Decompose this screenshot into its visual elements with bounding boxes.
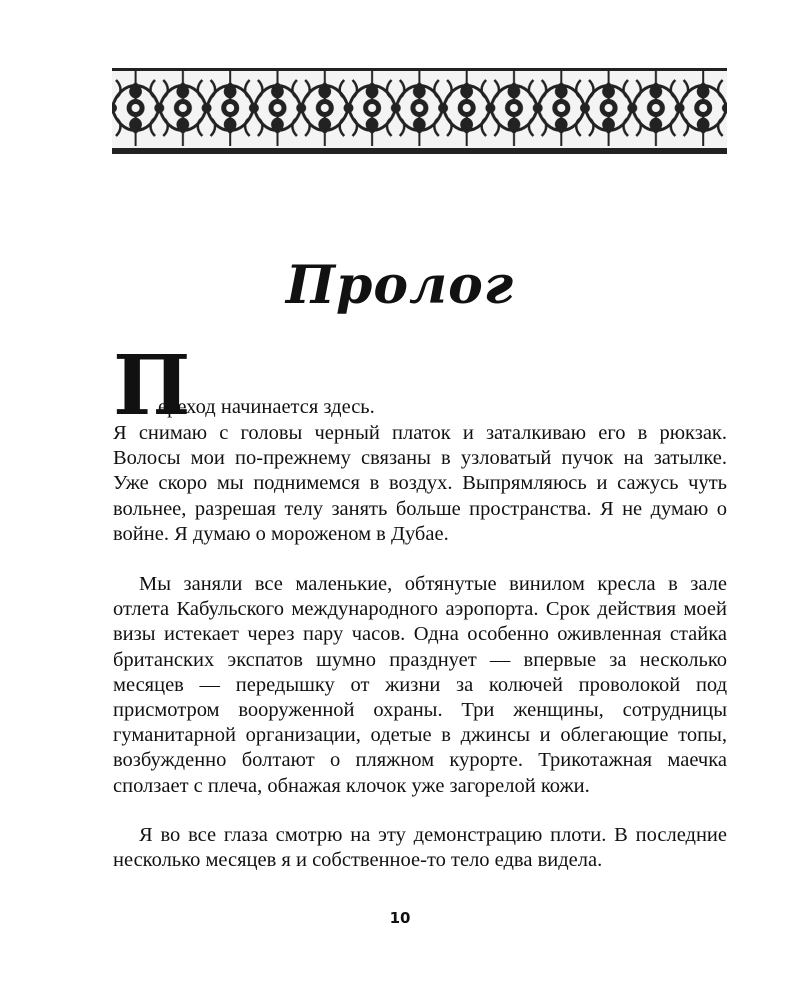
page-number: 10 (389, 909, 411, 927)
drop-cap: П (113, 338, 191, 434)
paragraph: Я снимаю с головы черный платок и заталкиваю его в рюкзак. Волосы мои по-прежнему связаны в узловатый пучок на затылке. Уже скоро мы поднимемся в воздух. Выпрямляюсь и сажусь чуть вольнее, разрешая телу занять больше пространства. Я не думаю о войне. Я думаю о мороженом в Дубае. (113, 422, 727, 545)
opening-line: ереход начинается здесь. (158, 396, 375, 418)
floral-border-ornament-icon (112, 68, 727, 154)
paragraph: Я во все глаза смотрю на эту демонстрацию плоти. В последние несколько месяцев я и собственное-то тело едва видела. (113, 824, 727, 872)
paragraph: Мы заняли все маленькие, обтянутые винилом кресла в зале отлета Кабульского международного аэропорта. Срок действия моей визы истекает через пару часов. Одна особенно оживленная стайка британских экспатов шумно празднует — впервые за несколько месяцев — передышку от жизни за колючей проволокой под присмотром вооруженной охраны. Три женщины, сотрудницы гуманитарной организации, одетые в джинсы и облегающие топы, возбужденно болтают о пляжном курорте. Трикотажная маечка сползает с плеча, обнажая клочок уже загорелой кожи. (113, 573, 727, 797)
chapter-title: Пролог (285, 255, 515, 316)
